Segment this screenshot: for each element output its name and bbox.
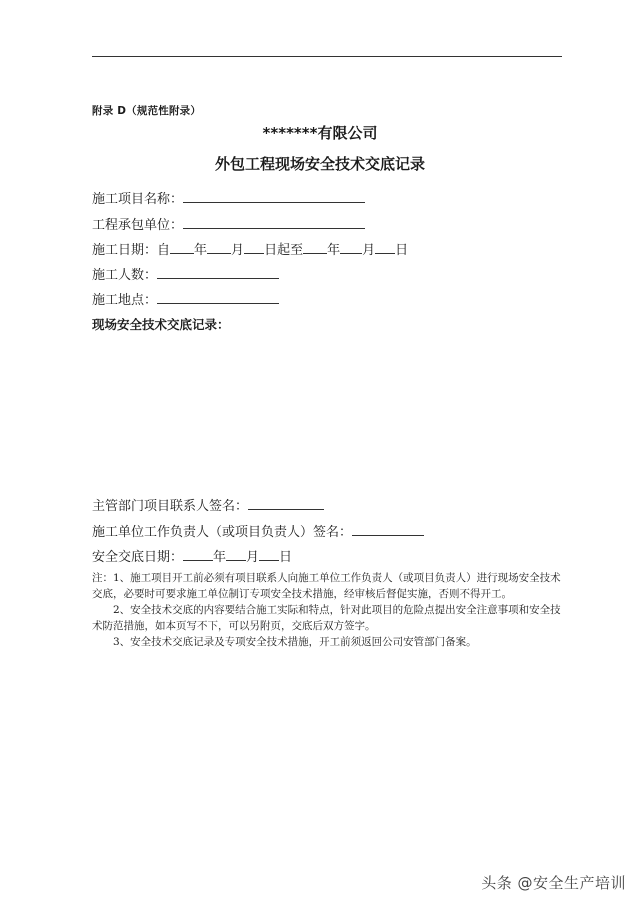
end-year-unit: 年	[327, 243, 341, 258]
start-year-unit: 年	[194, 243, 208, 258]
date-row	[92, 239, 408, 260]
notes	[92, 570, 566, 650]
record-area[interactable]	[92, 338, 562, 488]
location-blank[interactable]	[157, 289, 279, 304]
handover-month-unit: 月	[246, 550, 260, 565]
end-month-unit: 月	[362, 243, 376, 258]
workers-blank[interactable]	[157, 264, 279, 279]
document-title: 外包工程现场安全技术交底记录	[214, 155, 425, 173]
start-month-blank[interactable]	[207, 239, 231, 254]
unit-leader-label: 施工单位工作负责人（或项目负责人）签名：	[92, 525, 353, 540]
handover-date-label: 安全交底日期：	[92, 550, 184, 565]
end-month-blank[interactable]	[340, 239, 362, 254]
handover-date-row	[92, 546, 292, 567]
location-row	[92, 289, 279, 310]
project-name-label: 施工项目名称：	[92, 192, 184, 207]
end-day-unit: 日	[395, 243, 409, 258]
note-2: 2、安全技术交底的内容要结合施工实际和特点，针对此项目的危险点提出安全注意事项和安全技术防范措施，如本页写不下，可以另附页，交底后双方签字。	[92, 604, 561, 632]
start-year-blank[interactable]	[170, 239, 194, 254]
record-label: 现场安全技术交底记录：	[92, 317, 230, 332]
handover-day-unit: 日	[279, 550, 293, 565]
unit-leader-row	[92, 521, 424, 542]
contractor-blank[interactable]	[183, 214, 365, 229]
project-name-blank[interactable]	[183, 188, 365, 203]
end-day-blank[interactable]	[375, 239, 395, 254]
unit-leader-blank[interactable]	[352, 521, 424, 536]
note-3: 3、安全技术交底记录及专项安全技术措施，开工前须返回公司安管部门备案。	[113, 636, 477, 648]
contractor-row	[92, 214, 365, 235]
handover-month-blank[interactable]	[226, 546, 246, 561]
dept-contact-blank[interactable]	[248, 495, 324, 510]
start-day-unit: 日起至	[264, 243, 304, 258]
end-year-blank[interactable]	[303, 239, 327, 254]
contractor-label: 工程承包单位：	[92, 218, 184, 233]
handover-year-blank[interactable]	[183, 546, 213, 561]
location-label: 施工地点：	[92, 293, 158, 308]
watermark: 头条 @安全生产培训	[481, 874, 626, 892]
project-name-row	[92, 188, 365, 209]
handover-year-unit: 年	[213, 550, 227, 565]
start-day-blank[interactable]	[244, 239, 264, 254]
header-rule	[92, 56, 562, 57]
dept-contact-row	[92, 495, 324, 516]
appendix-label: 附录 D（规范性附录）	[92, 105, 202, 117]
date-from: 自	[157, 243, 171, 258]
workers-row	[92, 264, 279, 285]
date-label: 施工日期：	[92, 243, 158, 258]
workers-label: 施工人数：	[92, 268, 158, 283]
handover-day-blank[interactable]	[259, 546, 279, 561]
dept-contact-label: 主管部门项目联系人签名：	[92, 499, 249, 514]
note-1: 注：1、施工项目开工前必须有项目联系人向施工单位工作负责人（或项目负责人）进行现场安全技术交底，必要时可要求施工单位制订专项安全技术措施，经审核后督促实施，否则不得开工。	[92, 572, 561, 600]
start-month-unit: 月	[231, 243, 245, 258]
company-name: *******有限公司	[262, 124, 378, 142]
